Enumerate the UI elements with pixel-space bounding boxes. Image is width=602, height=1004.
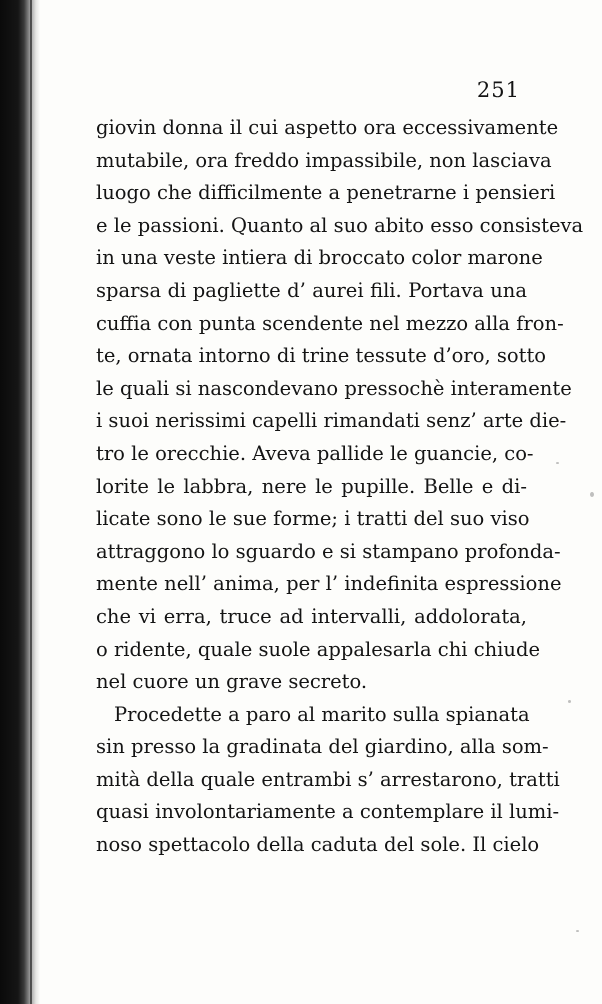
text-line: sin presso la gradinata del giardino, alla som- <box>96 735 549 759</box>
text-line: licate sono le sue forme; i tratti del suo viso <box>96 507 530 531</box>
text-line: mutabile, ora freddo impassibile, non lasciava <box>96 148 552 172</box>
text-line: che vi erra, truce ad intervalli, addolorata, <box>96 604 527 628</box>
text-line: attraggono lo sguardo e si stampano profonda- <box>96 539 561 563</box>
text-line: quasi involontariamente a contemplare il lumi- <box>96 800 560 824</box>
text-line: lorite le labbra, nere le pupille. Belle e di- <box>96 474 527 498</box>
paragraph-end-line: nel cuore un grave secreto. <box>96 670 368 694</box>
paper-speck <box>576 930 579 932</box>
text-line: i suoi nerissimi capelli rimandati senz’ arte die- <box>96 409 567 433</box>
text-line: le quali si nascondevano pressochè interamente <box>96 376 572 400</box>
paragraph-start-line: Procedette a paro al marito sulla spianata <box>114 702 530 726</box>
text-line: giovin donna il cui aspetto ora eccessivamente <box>96 116 559 139</box>
paper-speck <box>568 700 571 703</box>
binding-shadow-line <box>30 0 32 1004</box>
body-text <box>96 112 584 862</box>
book-binding-edge <box>0 0 40 1004</box>
text-line: luogo che difficilmente a penetrarne i pensieri <box>96 181 556 205</box>
text-line: mente nell’ anima, per l’ indefinita espressione <box>96 572 562 596</box>
page-number: 251 <box>476 78 520 102</box>
text-line: mità della quale entrambi s’ arrestarono, tratti <box>96 767 560 791</box>
text-line: noso spettacolo della caduta del sole. Il cielo <box>96 833 540 857</box>
text-line: in una veste intiera di broccato color marone <box>96 246 543 270</box>
text-line: o ridente, quale suole appalesarla chi chiude <box>96 637 540 661</box>
text-line: e le passioni. Quanto al suo abito esso consisteva <box>96 213 584 237</box>
text-line: te, ornata intorno di trine tessute d’oro, sotto <box>96 344 547 368</box>
paper-speck <box>590 492 594 497</box>
text-line: sparsa di pagliette d’ aurei fili. Portava una <box>96 278 527 302</box>
text-line: tro le orecchie. Aveva pallide le guancie, co- <box>96 441 534 465</box>
text-line: cuffia con punta scendente nel mezzo alla fron- <box>96 311 564 335</box>
paper-speck <box>556 462 559 464</box>
